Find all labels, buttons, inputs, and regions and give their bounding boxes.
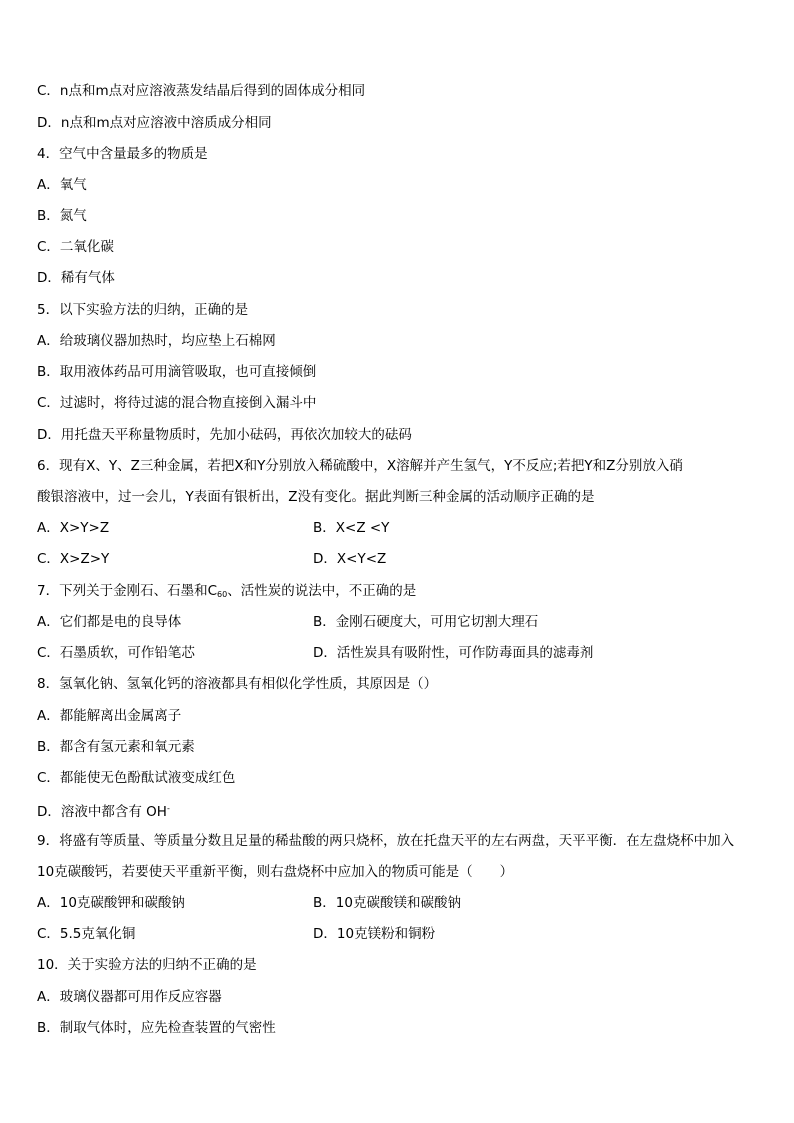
q10-stem: 10．关于实验方法的归纳不正确的是 xyxy=(37,957,257,973)
q7-option-d: D．活性炭具有吸附性，可作防毒面具的滤毒剂 xyxy=(313,645,594,661)
q7-stem xyxy=(37,581,416,605)
q8-stem: 8．氢氧化钠、氢氧化钙的溶液都具有相似化学性质，其原因是（） xyxy=(37,676,438,692)
q3-option-d: D．n点和m点对应溶液中溶质成分相同 xyxy=(37,115,272,131)
q8-option-d-text: D．溶液中都含有 OH xyxy=(37,804,167,820)
q6-option-c: C．X>Z>Y xyxy=(37,551,110,567)
q9-stem-line2: 10克碳酸钙，若要使天平重新平衡，则右盘烧杯中应加入的物质可能是（ ） xyxy=(37,864,514,880)
q4-option-c: C．二氧化碳 xyxy=(37,239,114,255)
q7-stem-pre: 7．下列关于金刚石、石墨和C xyxy=(37,583,218,599)
q3-option-c: C．n点和m点对应溶液蒸发结晶后得到的固体成分相同 xyxy=(37,83,366,99)
q6-stem-line1: 6．现有X、Y、Z三种金属，若把X和Y分别放入稀硫酸中，X溶解并产生氢气，Y不反应;若把Y和Z分别放入硝 xyxy=(37,458,683,474)
q8-option-a: A．都能解离出金属离子 xyxy=(37,708,182,724)
q7-option-a: A．它们都是电的良导体 xyxy=(37,614,182,630)
q8-option-d xyxy=(37,799,170,822)
q10-option-a: A．玻璃仪器都可用作反应容器 xyxy=(37,989,222,1005)
q4-option-b: B．氮气 xyxy=(37,208,87,224)
q4-option-a: A．氧气 xyxy=(37,177,87,193)
q6-option-b: B．X<Z <Y xyxy=(313,520,390,536)
q9-option-b: B．10克碳酸镁和碳酸钠 xyxy=(313,895,461,911)
q6-option-d: D．X<Y<Z xyxy=(313,551,387,567)
q5-option-a: A．给玻璃仪器加热时，均应垫上石棉网 xyxy=(37,333,276,349)
q9-option-a: A．10克碳酸钾和碳酸钠 xyxy=(37,895,185,911)
q6-option-a: A．X>Y>Z xyxy=(37,520,110,536)
q7-option-b: B．金刚石硬度大，可用它切割大理石 xyxy=(313,614,539,630)
q5-option-c: C．过滤时，将待过滤的混合物直接倒入漏斗中 xyxy=(37,395,317,411)
q8-option-b: B．都含有氢元素和氧元素 xyxy=(37,739,195,755)
q9-option-c: C．5.5克氧化铜 xyxy=(37,926,136,942)
q8-option-c: C．都能使无色酚酞试液变成红色 xyxy=(37,770,236,786)
q9-stem-line1: 9．将盛有等质量、等质量分数且足量的稀盐酸的两只烧杯，放在托盘天平的左右两盘，天平平衡．在左盘烧杯中加入 xyxy=(37,833,735,849)
q4-option-d: D．稀有气体 xyxy=(37,270,115,286)
q7-stem-subscript: 60 xyxy=(217,590,228,599)
q4-stem: 4．空气中含量最多的物质是 xyxy=(37,146,208,162)
q10-option-b: B．制取气体时，应先检查装置的气密性 xyxy=(37,1020,276,1036)
q5-option-b: B．取用液体药品可用滴管吸取，也可直接倾倒 xyxy=(37,364,317,380)
q7-option-c: C．石墨质软，可作铅笔芯 xyxy=(37,645,195,661)
q5-option-d: D．用托盘天平称量物质时，先加小砝码，再依次加较大的砝码 xyxy=(37,427,412,443)
q9-option-d: D．10克镁粉和铜粉 xyxy=(313,926,436,942)
q6-stem-line2: 酸银溶液中，过一会儿，Y表面有银析出，Z没有变化。据此判断三种金属的活动顺序正确的是 xyxy=(37,489,595,505)
q8-option-d-superscript: - xyxy=(166,804,170,813)
q5-stem: 5．以下实验方法的归纳，正确的是 xyxy=(37,302,249,318)
q7-stem-post: 、活性炭的说法中，不正确的是 xyxy=(227,583,417,599)
